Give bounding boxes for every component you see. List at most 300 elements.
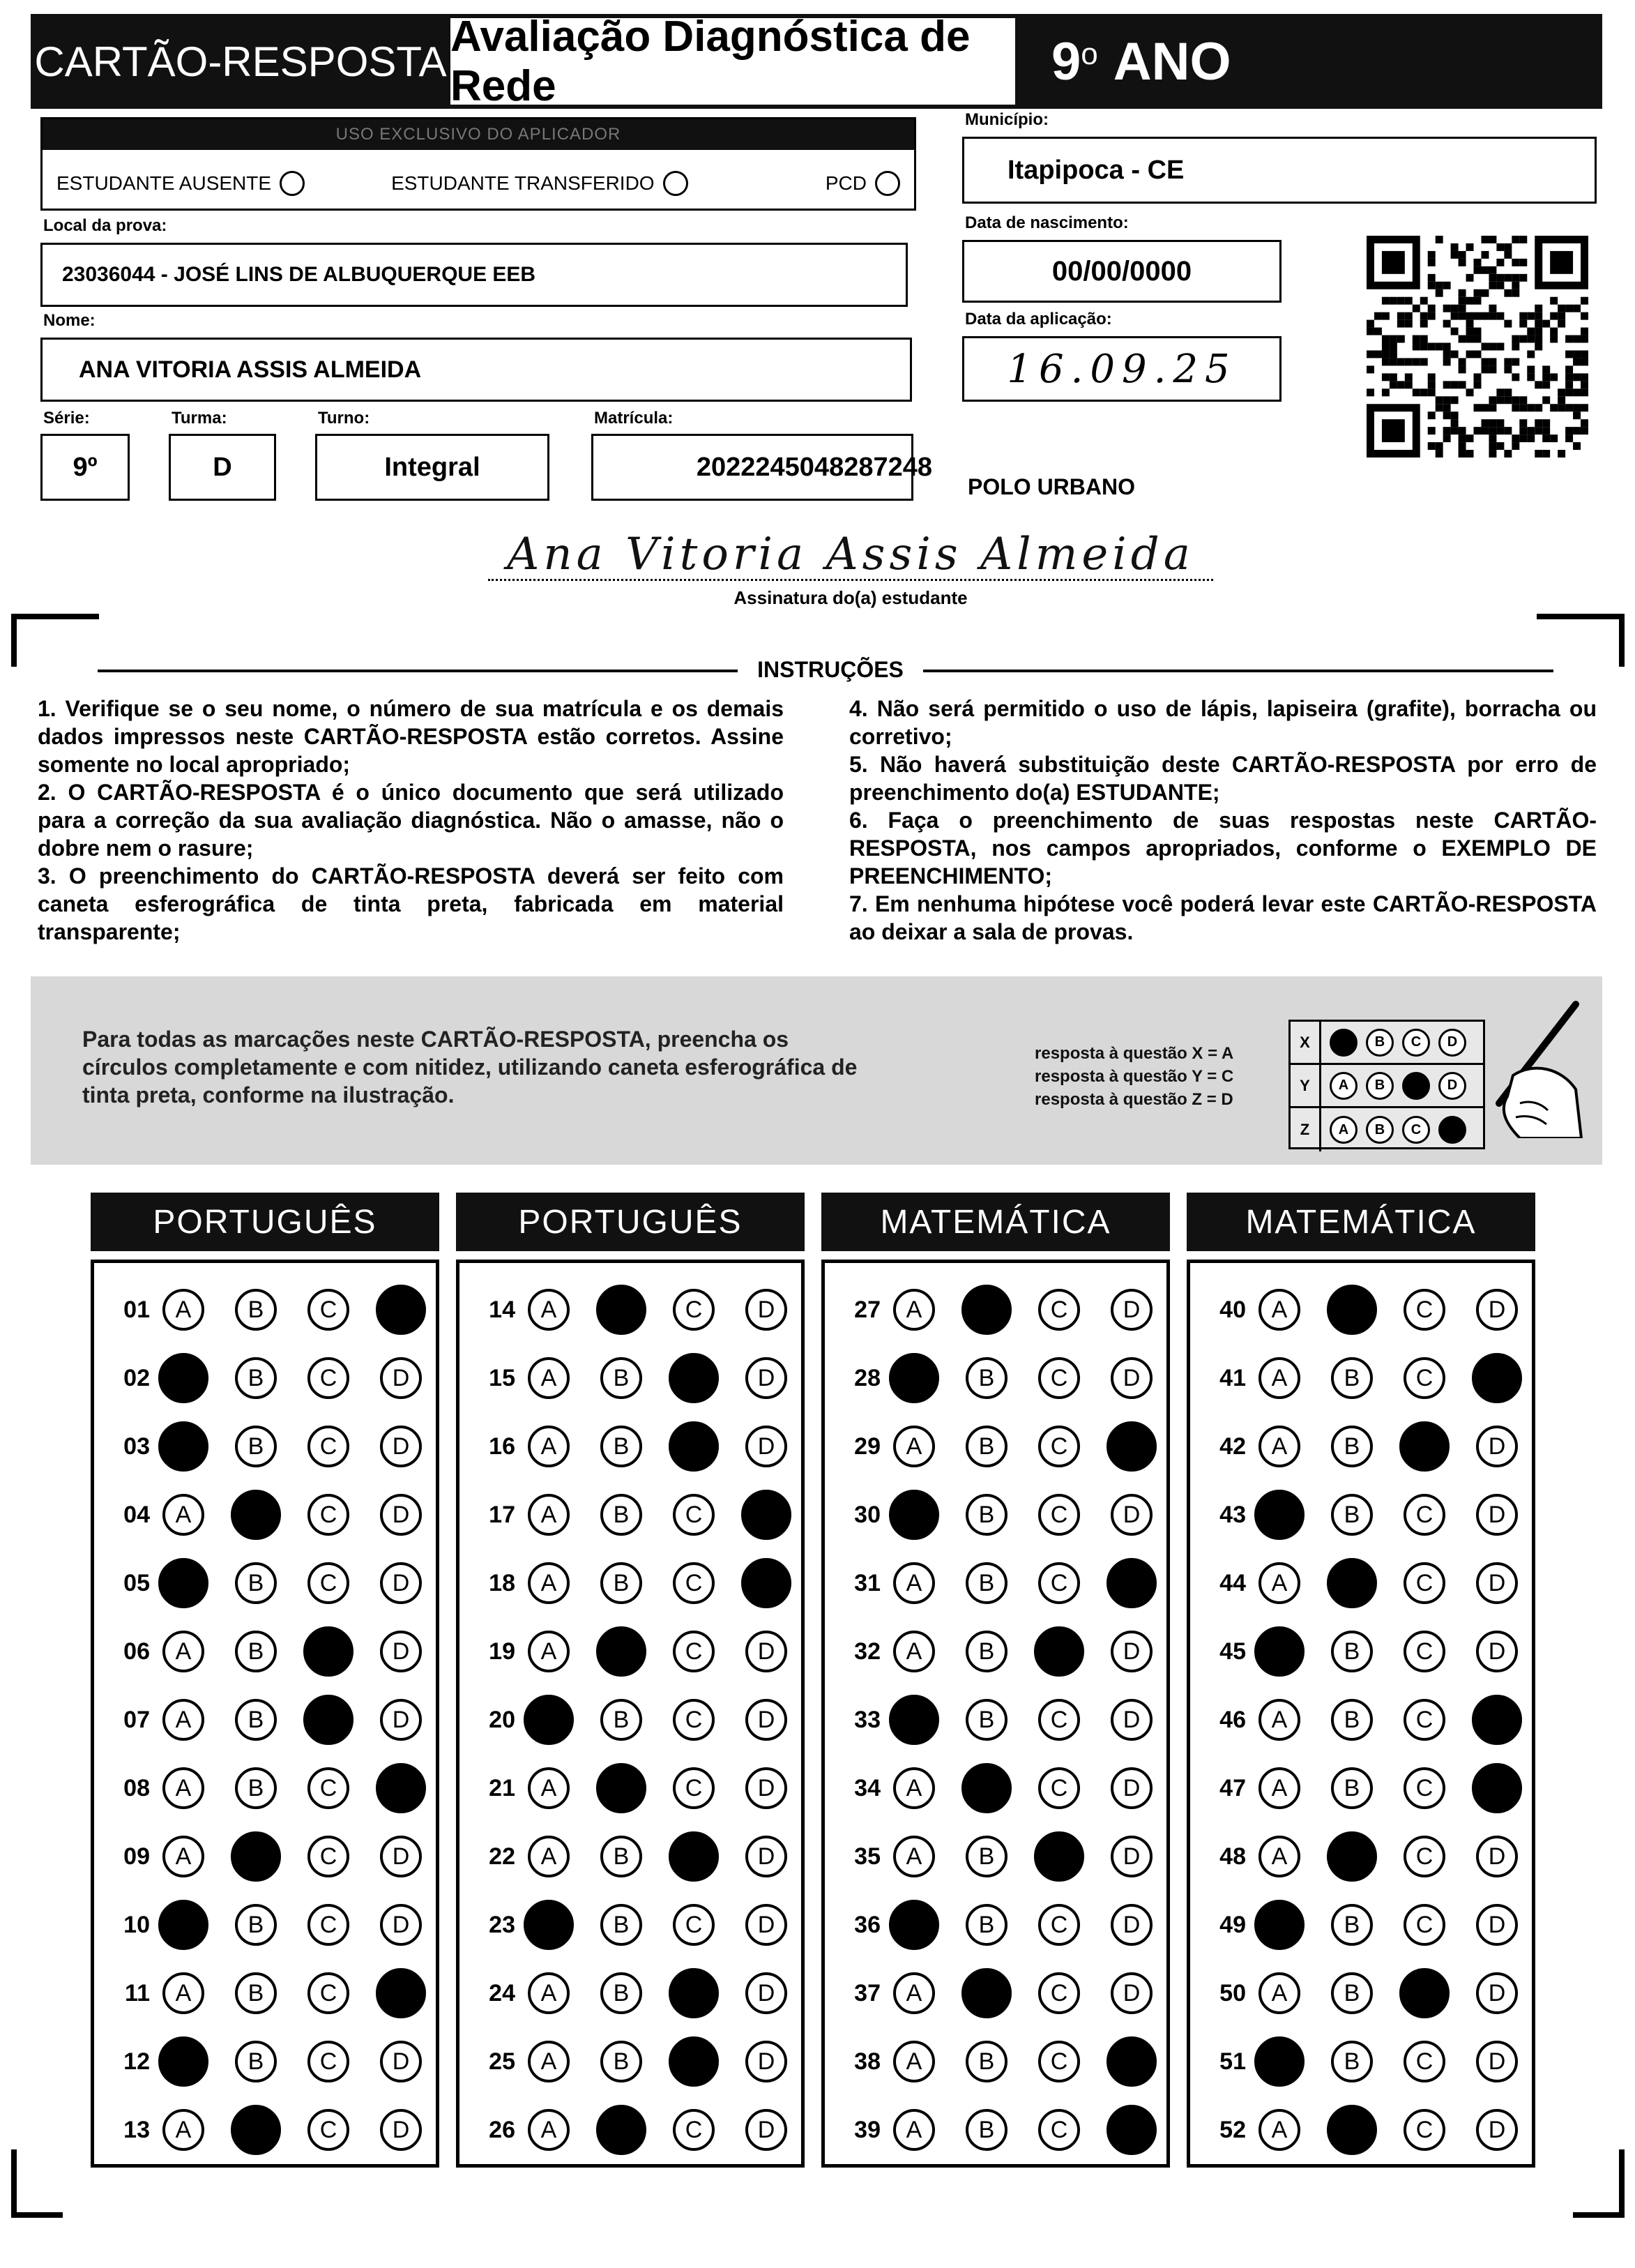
answer-bubble-marked[interactable] xyxy=(889,1490,939,1540)
answer-bubble[interactable]: D xyxy=(745,1904,787,1946)
answer-bubble-marked[interactable] xyxy=(669,1421,719,1472)
question-number: 33 xyxy=(854,1706,881,1733)
answer-row xyxy=(459,1412,801,1481)
answer-bubble-marked[interactable] xyxy=(1254,2036,1305,2087)
bubble-group xyxy=(893,1494,1153,1536)
answer-bubble-marked[interactable] xyxy=(961,1763,1012,1813)
answer-bubble[interactable]: A xyxy=(162,1972,204,2014)
answer-bubble[interactable]: C xyxy=(1038,1562,1080,1604)
bubble-group xyxy=(162,1426,422,1467)
answer-bubble[interactable]: A xyxy=(893,1631,935,1672)
answer-row xyxy=(94,1549,436,1617)
bubble-group xyxy=(162,1904,422,1946)
answer-bubble[interactable]: D xyxy=(1111,1289,1153,1331)
answer-bubble[interactable]: A xyxy=(162,1767,204,1809)
answer-bubble[interactable]: C xyxy=(307,1426,349,1467)
answer-bubble[interactable]: D xyxy=(745,1767,787,1809)
answer-bubble[interactable]: B xyxy=(966,1699,1007,1741)
answer-bubble[interactable]: D xyxy=(1476,2041,1518,2082)
answer-bubble-marked[interactable] xyxy=(669,1968,719,2018)
answer-bubble[interactable]: B xyxy=(966,1904,1007,1946)
answer-row xyxy=(825,1412,1166,1481)
answer-bubble[interactable]: C xyxy=(1038,1494,1080,1536)
answer-bubble[interactable]: B xyxy=(235,1289,277,1331)
answer-bubble-marked[interactable] xyxy=(1399,1421,1450,1472)
answer-bubble[interactable]: D xyxy=(380,1562,422,1604)
answer-bubble[interactable]: D xyxy=(745,1972,787,2014)
answer-bubble[interactable]: D xyxy=(745,2041,787,2082)
answer-bubble[interactable]: A xyxy=(1258,1426,1300,1467)
applicator-options xyxy=(56,171,900,196)
answer-bubble-marked[interactable] xyxy=(1107,1558,1157,1608)
answer-bubble[interactable]: D xyxy=(1476,1494,1518,1536)
question-number: 41 xyxy=(1219,1364,1246,1391)
answer-bubble[interactable]: C xyxy=(673,1767,715,1809)
answer-bubble-marked[interactable] xyxy=(741,1490,791,1540)
answer-bubble-marked[interactable] xyxy=(231,1490,281,1540)
answer-bubble[interactable]: C xyxy=(1038,1972,1080,2014)
answer-bubble[interactable]: A xyxy=(528,1836,570,1877)
answer-row xyxy=(459,1276,801,1344)
bubble-group xyxy=(1258,1357,1518,1399)
answer-bubble-marked[interactable] xyxy=(1399,1968,1450,2018)
answer-row xyxy=(1190,1891,1532,1959)
answer-bubble[interactable]: A xyxy=(528,2109,570,2151)
answer-row xyxy=(94,2096,436,2164)
answer-bubble[interactable]: C xyxy=(307,1972,349,2014)
answer-bubble[interactable]: A xyxy=(893,1972,935,2014)
answer-bubble[interactable]: B xyxy=(1331,1494,1373,1536)
answer-bubble[interactable]: B xyxy=(600,1562,642,1604)
instruction-4: 4. Não será permitido o uso de lápis, lapiseira (grafite), borracha ou corretivo; xyxy=(849,696,1597,749)
answer-bubble[interactable]: B xyxy=(235,1699,277,1741)
answer-bubble[interactable]: B xyxy=(600,1699,642,1741)
answer-bubble[interactable]: C xyxy=(1404,2109,1445,2151)
answer-row xyxy=(94,1481,436,1549)
answer-bubble-marked[interactable] xyxy=(158,1558,208,1608)
answer-bubble-marked[interactable] xyxy=(158,1421,208,1472)
answer-bubble-marked[interactable] xyxy=(158,1900,208,1950)
answer-bubble[interactable]: C xyxy=(1404,1631,1445,1672)
answer-bubble[interactable]: D xyxy=(1111,1767,1153,1809)
bubble-group xyxy=(528,2109,787,2151)
answer-bubble[interactable]: D xyxy=(745,2109,787,2151)
answer-bubble[interactable]: B xyxy=(235,1357,277,1399)
answer-bubble[interactable]: A xyxy=(162,1836,204,1877)
bubble-group xyxy=(528,1836,787,1877)
answer-bubble[interactable]: D xyxy=(745,1357,787,1399)
answer-bubble[interactable]: D xyxy=(380,1699,422,1741)
answer-bubble[interactable]: B xyxy=(1331,1426,1373,1467)
question-number: 50 xyxy=(1219,1979,1246,2006)
answer-bubble[interactable]: C xyxy=(1038,1904,1080,1946)
answer-bubble[interactable]: C xyxy=(1404,2041,1445,2082)
absent-bubble[interactable] xyxy=(280,171,305,196)
answer-bubble[interactable]: C xyxy=(1038,2109,1080,2151)
question-number: 09 xyxy=(123,1843,150,1870)
answer-bubble[interactable]: C xyxy=(673,1904,715,1946)
answer-row xyxy=(1190,1412,1532,1481)
answer-bubble[interactable]: D xyxy=(380,1357,422,1399)
answer-bubble[interactable]: B xyxy=(235,1904,277,1946)
answer-bubble[interactable]: A xyxy=(1258,1972,1300,2014)
answer-bubble[interactable]: D xyxy=(380,1904,422,1946)
bubble-group xyxy=(893,1904,1153,1946)
answer-bubble[interactable]: B xyxy=(966,1836,1007,1877)
bubble-group xyxy=(528,1357,787,1399)
answer-bubble[interactable]: B xyxy=(600,1972,642,2014)
student-signature: Ana Vitoria Assis Almeida xyxy=(507,529,1194,580)
answer-bubble-marked[interactable] xyxy=(596,1285,646,1335)
answer-bubble[interactable]: A xyxy=(528,1972,570,2014)
answer-row xyxy=(459,1891,801,1959)
answer-bubble[interactable]: D xyxy=(380,1836,422,1877)
answer-bubble[interactable]: A xyxy=(893,2041,935,2082)
answer-bubble[interactable]: C xyxy=(673,1699,715,1741)
answer-row xyxy=(825,1754,1166,1822)
answer-bubble[interactable]: D xyxy=(380,2109,422,2151)
question-number: 03 xyxy=(123,1432,150,1460)
bubble-group xyxy=(162,1767,422,1809)
frame-corner-bl xyxy=(11,2149,63,2218)
answer-bubble-marked[interactable] xyxy=(231,2105,281,2155)
bubble-group xyxy=(162,2041,422,2082)
answer-bubble[interactable]: D xyxy=(1476,1904,1518,1946)
answer-bubble[interactable]: A xyxy=(162,1289,204,1331)
bubble-group xyxy=(1258,1699,1518,1741)
applicator-bar: USO EXCLUSIVO DO APLICADOR xyxy=(43,119,914,150)
question-number: 48 xyxy=(1219,1843,1246,1870)
answer-bubble-marked[interactable] xyxy=(1327,1831,1377,1882)
answer-bubble-marked[interactable] xyxy=(524,1900,574,1950)
answer-bubble[interactable]: D xyxy=(1476,1426,1518,1467)
answer-bubble[interactable]: A xyxy=(528,1289,570,1331)
answer-bubble[interactable]: C xyxy=(307,1562,349,1604)
example-bubble: C xyxy=(1402,1029,1430,1057)
answer-bubble-marked[interactable] xyxy=(1034,1626,1084,1677)
question-number: 14 xyxy=(489,1296,515,1323)
example-question-label: X xyxy=(1291,1022,1321,1063)
answer-bubble-marked[interactable] xyxy=(1254,1626,1305,1677)
answer-bubble[interactable]: B xyxy=(966,1631,1007,1672)
answer-bubble[interactable]: C xyxy=(673,1631,715,1672)
answer-bubble[interactable]: B xyxy=(966,1562,1007,1604)
question-number: 45 xyxy=(1219,1638,1246,1665)
answer-bubble[interactable]: C xyxy=(307,2109,349,2151)
answer-bubble[interactable]: B xyxy=(1331,1357,1373,1399)
answer-bubble-marked[interactable] xyxy=(1327,2105,1377,2155)
answer-bubble[interactable]: A xyxy=(528,1631,570,1672)
answer-bubble[interactable]: C xyxy=(1404,1289,1445,1331)
answer-bubble[interactable]: C xyxy=(307,2041,349,2082)
instructions-rule-right xyxy=(923,670,1553,672)
local-field: 23036044 - JOSÉ LINS DE ALBUQUERQUE EEB xyxy=(40,243,908,307)
turno-field: Integral xyxy=(315,434,549,501)
turma-field: D xyxy=(169,434,276,501)
answer-bubble-marked[interactable] xyxy=(889,1900,939,1950)
example-bubble: C xyxy=(1402,1116,1430,1144)
example-bubble: D xyxy=(1438,1029,1466,1057)
answer-bubble-marked[interactable] xyxy=(524,1695,574,1745)
answer-bubble[interactable]: C xyxy=(673,1494,715,1536)
answer-bubble-marked[interactable] xyxy=(669,2036,719,2087)
question-number: 04 xyxy=(123,1501,150,1528)
answer-row xyxy=(94,1754,436,1822)
answer-bubble[interactable]: D xyxy=(1476,1631,1518,1672)
answer-column xyxy=(456,1260,805,2168)
answer-bubble-marked[interactable] xyxy=(376,1285,426,1335)
answer-bubble[interactable]: A xyxy=(162,2109,204,2151)
answer-bubble[interactable]: D xyxy=(1476,1972,1518,2014)
answer-bubble[interactable]: B xyxy=(600,1904,642,1946)
answer-bubble[interactable]: D xyxy=(1111,1699,1153,1741)
answer-bubble-marked[interactable] xyxy=(158,1353,208,1403)
bubble-group xyxy=(1258,1494,1518,1536)
example-text: Para todas as marcações neste CARTÃO-RESPOSTA, preencha os círculos completamente e com nitidez, utilizando caneta esferográfica de tinta preta, conforme na ilustração. xyxy=(82,1027,858,1107)
answer-bubble-marked[interactable] xyxy=(1034,1831,1084,1882)
answer-bubble[interactable]: C xyxy=(673,2109,715,2151)
answer-bubble[interactable]: B xyxy=(600,1836,642,1877)
example-bubble xyxy=(1438,1116,1466,1144)
grade-title xyxy=(1015,14,1602,109)
answer-bubble[interactable]: D xyxy=(1476,1836,1518,1877)
question-number: 44 xyxy=(1219,1569,1246,1596)
bubble-group xyxy=(528,1562,787,1604)
pcd-bubble[interactable] xyxy=(875,171,900,196)
answer-bubble[interactable]: B xyxy=(966,2041,1007,2082)
answer-bubble-marked[interactable] xyxy=(158,2036,208,2087)
bubble-group xyxy=(162,1357,422,1399)
transferred-bubble[interactable] xyxy=(663,171,688,196)
answer-bubble[interactable]: C xyxy=(1404,1904,1445,1946)
example-bubble: A xyxy=(1330,1116,1358,1144)
answer-bubble[interactable]: A xyxy=(528,2041,570,2082)
answer-bubble-marked[interactable] xyxy=(376,1763,426,1813)
answer-bubble[interactable]: A xyxy=(528,1562,570,1604)
answer-bubble[interactable]: A xyxy=(893,1836,935,1877)
answer-bubble[interactable]: A xyxy=(893,1426,935,1467)
frame-corner-tl xyxy=(11,614,99,667)
answer-bubble[interactable]: C xyxy=(307,1289,349,1331)
grade-ordinal: o xyxy=(1081,37,1098,71)
answer-bubble[interactable]: B xyxy=(1331,1904,1373,1946)
answer-bubble[interactable]: D xyxy=(380,1426,422,1467)
answer-bubble[interactable]: C xyxy=(1038,1426,1080,1467)
answer-bubble[interactable]: C xyxy=(1404,1699,1445,1741)
answer-bubble-marked[interactable] xyxy=(1107,1421,1157,1472)
answer-bubble-marked[interactable] xyxy=(303,1695,353,1745)
answer-bubble[interactable]: A xyxy=(528,1426,570,1467)
answer-bubble[interactable]: D xyxy=(1111,1972,1153,2014)
answer-bubble[interactable]: C xyxy=(307,1494,349,1536)
question-number: 26 xyxy=(489,2116,515,2143)
bubble-group xyxy=(1258,1767,1518,1809)
answer-bubble[interactable]: C xyxy=(673,1289,715,1331)
answer-bubble-marked[interactable] xyxy=(596,1763,646,1813)
answer-bubble-marked[interactable] xyxy=(1254,1490,1305,1540)
answer-bubble[interactable]: B xyxy=(235,1562,277,1604)
answer-bubble[interactable]: C xyxy=(673,1562,715,1604)
bubble-group xyxy=(528,2041,787,2082)
answer-bubble[interactable]: C xyxy=(1038,2041,1080,2082)
column-header: PORTUGUÊS xyxy=(91,1193,439,1251)
answer-bubble-marked[interactable] xyxy=(1254,1900,1305,1950)
answer-bubble[interactable]: B xyxy=(600,1357,642,1399)
answer-row xyxy=(1190,1276,1532,1344)
answer-bubble-marked[interactable] xyxy=(889,1353,939,1403)
answer-bubble[interactable]: D xyxy=(745,1289,787,1331)
answer-bubble[interactable]: D xyxy=(745,1836,787,1877)
instruction-5: 5. Não haverá substituição deste CARTÃO-RESPOSTA por erro de preenchimento do(a) ESTUDANTE; xyxy=(849,752,1597,805)
answer-bubble[interactable]: C xyxy=(1038,1767,1080,1809)
answer-bubble[interactable]: B xyxy=(235,1972,277,2014)
answer-bubble[interactable]: A xyxy=(528,1357,570,1399)
answer-bubble[interactable]: D xyxy=(380,1494,422,1536)
bubble-group xyxy=(1258,1426,1518,1467)
answer-bubble[interactable]: C xyxy=(307,1357,349,1399)
answer-row xyxy=(94,1891,436,1959)
answer-bubble[interactable]: B xyxy=(600,2041,642,2082)
answer-bubble[interactable]: B xyxy=(1331,1767,1373,1809)
example-label-y: resposta à questão Y = C xyxy=(1035,1067,1234,1086)
application-date-field: 16.09.25 xyxy=(962,336,1282,402)
answer-row xyxy=(1190,1822,1532,1891)
answer-bubble[interactable]: A xyxy=(162,1631,204,1672)
answer-bubble-marked[interactable] xyxy=(231,1831,281,1882)
answer-bubble-marked[interactable] xyxy=(1327,1558,1377,1608)
answer-row xyxy=(459,1822,801,1891)
answer-bubble[interactable]: C xyxy=(307,1767,349,1809)
answer-bubble[interactable]: A xyxy=(893,1767,935,1809)
answer-bubble-marked[interactable] xyxy=(961,1285,1012,1335)
answer-bubble[interactable]: A xyxy=(893,1562,935,1604)
answer-row xyxy=(825,1822,1166,1891)
question-number: 11 xyxy=(125,1979,150,2006)
example-bubble xyxy=(1402,1072,1430,1100)
answer-bubble[interactable]: B xyxy=(1331,1631,1373,1672)
answer-bubble[interactable]: B xyxy=(1331,1699,1373,1741)
question-number: 21 xyxy=(489,1774,515,1801)
answer-bubble[interactable]: C xyxy=(1404,1494,1445,1536)
answer-bubble[interactable]: D xyxy=(380,2041,422,2082)
answer-bubble[interactable]: A xyxy=(1258,1289,1300,1331)
answer-bubble[interactable]: C xyxy=(1404,1562,1445,1604)
bubble-group xyxy=(528,1904,787,1946)
answer-bubble[interactable]: B xyxy=(235,1426,277,1467)
answer-bubble[interactable]: C xyxy=(1404,1767,1445,1809)
answer-bubble[interactable]: A xyxy=(1258,1699,1300,1741)
answer-bubble[interactable]: D xyxy=(745,1699,787,1741)
answer-bubble[interactable]: D xyxy=(1476,1289,1518,1331)
answer-bubble[interactable]: C xyxy=(1404,1836,1445,1877)
answer-bubble-marked[interactable] xyxy=(1472,1763,1522,1813)
bubble-group xyxy=(528,1699,787,1741)
answer-bubble[interactable]: D xyxy=(1111,1904,1153,1946)
answer-bubble[interactable]: D xyxy=(1476,1562,1518,1604)
answer-bubble[interactable]: A xyxy=(1258,1562,1300,1604)
answer-row xyxy=(94,1412,436,1481)
answer-bubble[interactable]: C xyxy=(1038,1699,1080,1741)
answer-bubble-marked[interactable] xyxy=(669,1353,719,1403)
answer-bubble[interactable]: A xyxy=(162,1699,204,1741)
answer-row xyxy=(1190,1617,1532,1686)
answer-bubble-marked[interactable] xyxy=(376,1968,426,2018)
answer-bubble[interactable]: A xyxy=(893,2109,935,2151)
answer-bubble[interactable]: B xyxy=(235,2041,277,2082)
answer-bubble-marked[interactable] xyxy=(596,1626,646,1677)
answer-row xyxy=(1190,2027,1532,2096)
answer-bubble-marked[interactable] xyxy=(1107,2036,1157,2087)
answer-row xyxy=(825,1959,1166,2027)
bubble-group xyxy=(893,1562,1153,1604)
answer-bubble[interactable]: A xyxy=(1258,1357,1300,1399)
answer-row xyxy=(459,1549,801,1617)
answer-bubble-marked[interactable] xyxy=(1472,1695,1522,1745)
answer-bubble[interactable]: C xyxy=(1038,1289,1080,1331)
example-label-x: resposta à questão X = A xyxy=(1035,1044,1234,1063)
answer-bubble[interactable]: D xyxy=(1111,1836,1153,1877)
answer-bubble[interactable]: D xyxy=(1111,1631,1153,1672)
answer-bubble[interactable]: B xyxy=(1331,1972,1373,2014)
answer-bubble[interactable]: A xyxy=(1258,2109,1300,2151)
answer-bubble[interactable]: C xyxy=(307,1836,349,1877)
answer-bubble[interactable]: D xyxy=(380,1631,422,1672)
qr-code xyxy=(1367,236,1588,458)
answer-bubble-marked[interactable] xyxy=(669,1831,719,1882)
answer-bubble-marked[interactable] xyxy=(741,1558,791,1608)
answer-bubble[interactable]: D xyxy=(1111,1357,1153,1399)
answer-bubble[interactable]: C xyxy=(1038,1357,1080,1399)
bubble-group xyxy=(528,1494,787,1536)
question-number: 06 xyxy=(123,1638,150,1665)
answer-bubble[interactable]: D xyxy=(745,1426,787,1467)
answer-bubble-marked[interactable] xyxy=(889,1695,939,1745)
answer-bubble[interactable]: B xyxy=(600,1426,642,1467)
answer-bubble[interactable]: B xyxy=(966,1357,1007,1399)
answer-bubble[interactable]: B xyxy=(600,1494,642,1536)
question-number: 13 xyxy=(123,2116,150,2143)
answer-bubble[interactable]: C xyxy=(1404,1357,1445,1399)
answer-bubble[interactable]: A xyxy=(528,1494,570,1536)
answer-bubble-marked[interactable] xyxy=(961,1968,1012,2018)
answer-bubble[interactable]: B xyxy=(966,1426,1007,1467)
answer-bubble-marked[interactable] xyxy=(1327,1285,1377,1335)
question-number: 46 xyxy=(1219,1706,1246,1733)
answer-bubble[interactable]: D xyxy=(745,1631,787,1672)
question-number: 10 xyxy=(123,1911,150,1938)
answer-bubble-marked[interactable] xyxy=(1107,2105,1157,2155)
answer-bubble[interactable]: B xyxy=(235,1631,277,1672)
answer-bubble-marked[interactable] xyxy=(1472,1353,1522,1403)
answer-bubble[interactable]: A xyxy=(1258,1767,1300,1809)
instructions-title: INSTRUÇÕES xyxy=(757,657,904,682)
answer-bubble[interactable]: B xyxy=(966,2109,1007,2151)
answer-bubble[interactable]: A xyxy=(162,1494,204,1536)
answer-bubble-marked[interactable] xyxy=(303,1626,353,1677)
answer-bubble[interactable]: B xyxy=(235,1767,277,1809)
answer-bubble[interactable]: A xyxy=(893,1289,935,1331)
answer-bubble[interactable]: C xyxy=(307,1904,349,1946)
answer-bubble[interactable]: D xyxy=(1111,1494,1153,1536)
answer-bubble[interactable]: A xyxy=(1258,1836,1300,1877)
question-number: 02 xyxy=(123,1364,150,1391)
local-label: Local da prova: xyxy=(43,216,167,235)
answer-bubble[interactable]: D xyxy=(1476,2109,1518,2151)
answer-bubble[interactable]: B xyxy=(1331,2041,1373,2082)
answer-bubble[interactable]: B xyxy=(966,1494,1007,1536)
answer-bubble-marked[interactable] xyxy=(596,2105,646,2155)
answer-bubble[interactable]: A xyxy=(528,1767,570,1809)
